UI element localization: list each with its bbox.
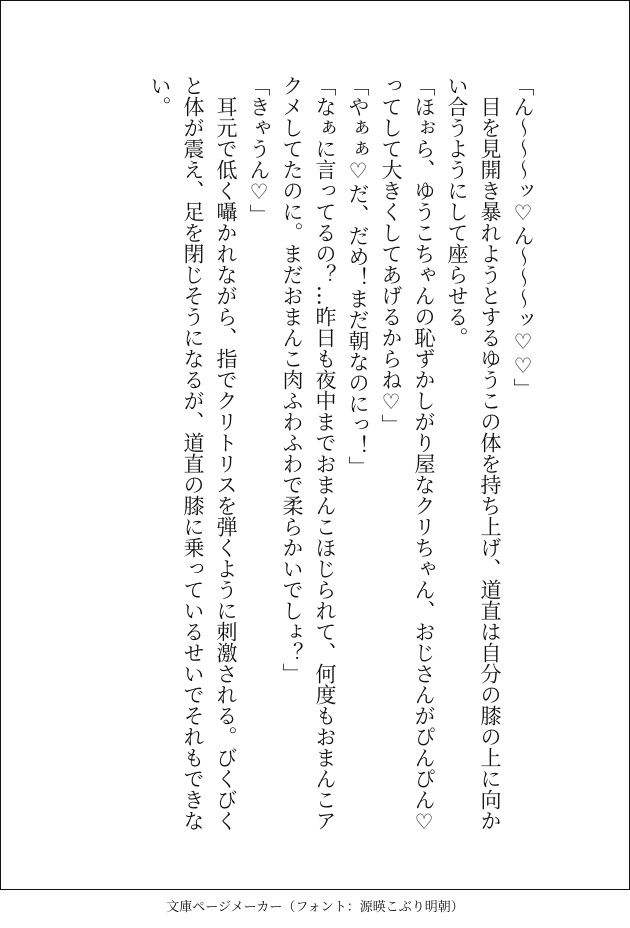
paragraph-5: 「なぁに言ってるの？…昨日も夜中までおまんこほじられて、何度もおまんこアクメしてたのに。まだおまんこ肉ふわふわで柔らかいでしょ？」 [280,75,337,831]
paragraph-1: 「ん〜〜〜ッ♡ん〜〜〜ッ♡♡」 [511,75,535,399]
paragraph-7: 耳元で低く囁かれながら、指でクリトリスを弾くように刺激される。びくびくと体が震え、足を閉じそうになるが、道直の膝に乗っているせいでそれもできない。 [148,75,238,831]
body-text-area [119,75,539,835]
paragraph-3: 「ほぉら、ゆうこちゃんの恥ずかしがり屋なクリちゃん、おじさんがぴんぴん♡ってして大きくしてあげるからね♡」 [379,75,436,834]
paragraph-4: 「やぁぁ♡だ、だめ！まだ朝なのにっ！」 [346,75,370,477]
vertical-body-text [143,75,539,835]
paragraph-2: 目を見開き暴れようとするゆうこの体を持ち上げ、道直は自分の膝の上に向かい合うようにして座らせる。 [445,75,502,831]
paragraph-6: 「きゃうん♡」 [247,75,271,225]
footer-caption: 文庫ページメーカー（フォント：源暎こぶり明朝） [166,900,464,915]
